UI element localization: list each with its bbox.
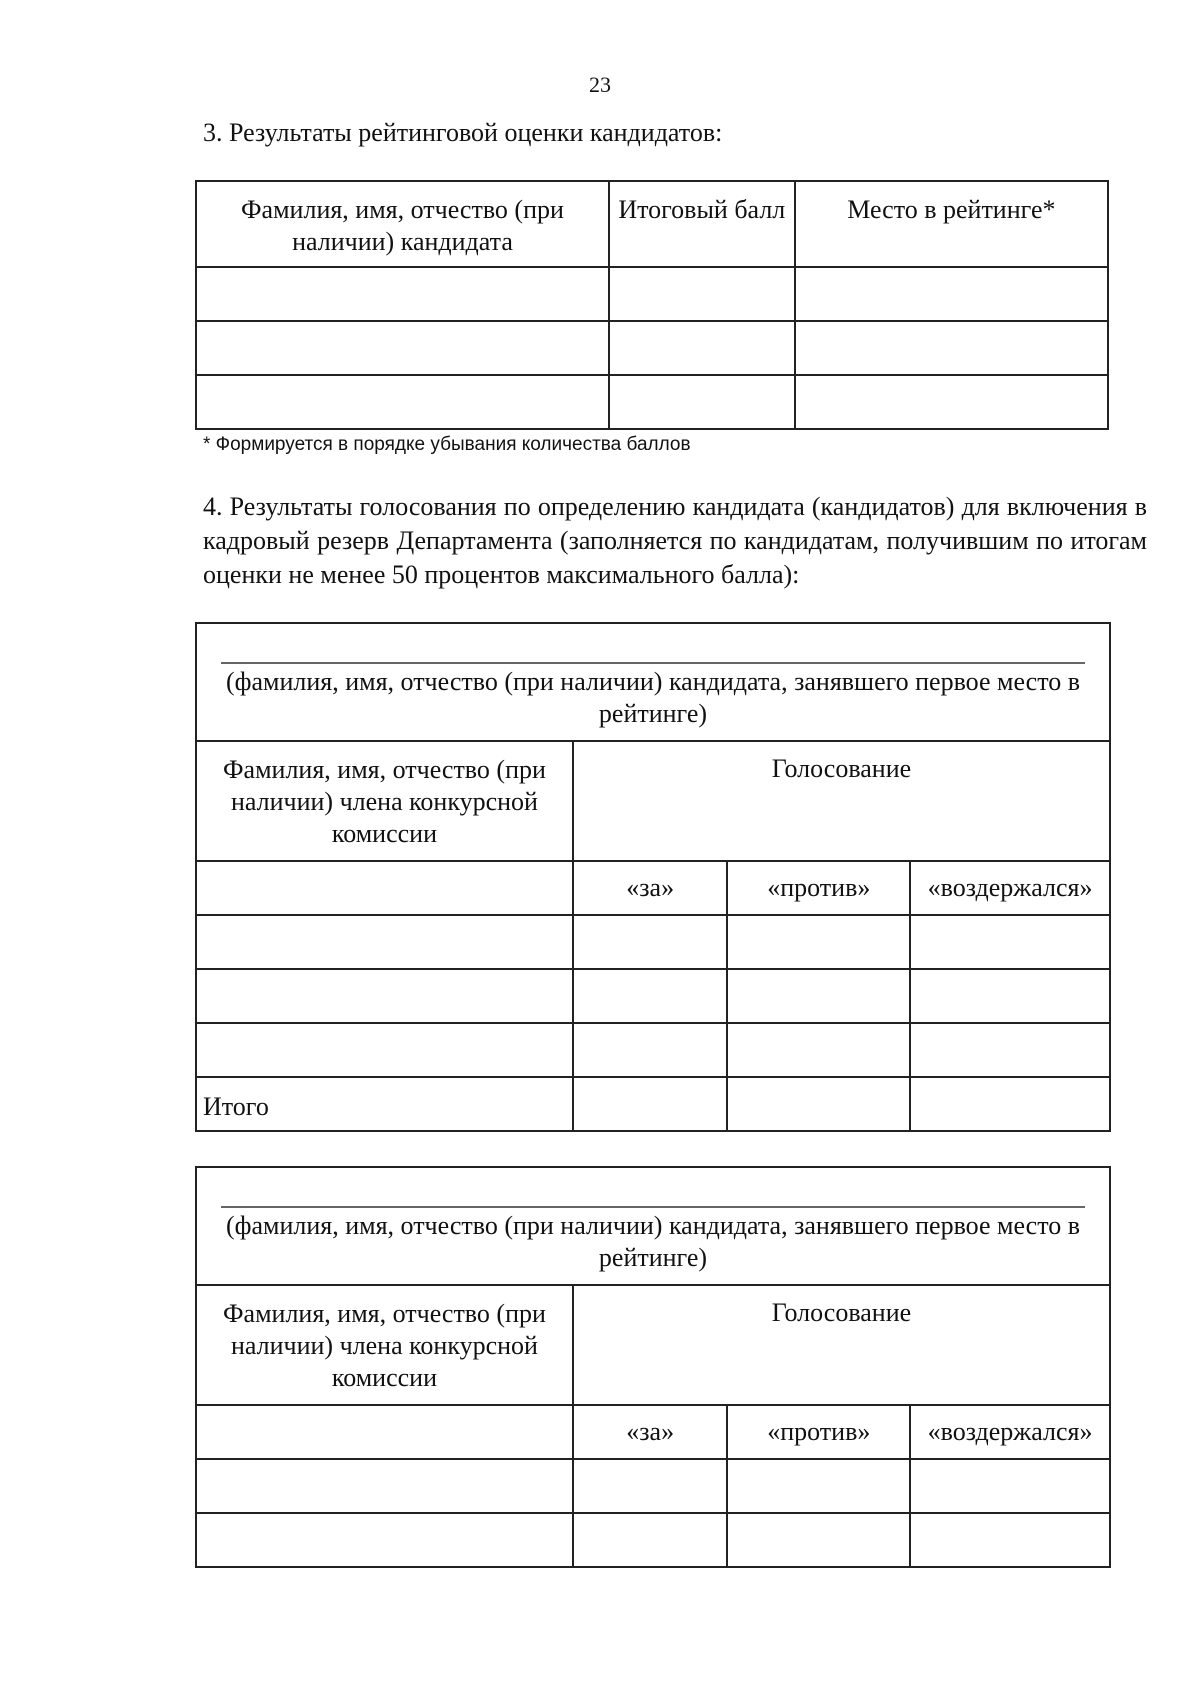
rating-place-cell[interactable] bbox=[795, 375, 1108, 429]
table-row bbox=[196, 321, 1108, 375]
member-name-cell[interactable] bbox=[196, 1023, 573, 1077]
candidate-signature-line bbox=[221, 1206, 1085, 1208]
rating-footnote: * Формируется в порядке убывания количества баллов bbox=[203, 434, 691, 455]
member-name-cell[interactable] bbox=[196, 861, 573, 915]
member-name-cell[interactable] bbox=[196, 1405, 573, 1459]
section-3-heading: 3. Результаты рейтинговой оценки кандидатов: bbox=[203, 118, 723, 147]
member-name-cell[interactable] bbox=[196, 1513, 573, 1567]
vote-option-against: «против» bbox=[727, 1405, 910, 1459]
table-row bbox=[196, 915, 1110, 969]
member-name-cell[interactable] bbox=[196, 1459, 573, 1513]
vote-abstained-cell[interactable] bbox=[910, 915, 1110, 969]
total-score-cell[interactable] bbox=[609, 375, 795, 429]
candidate-name-cell[interactable] bbox=[196, 321, 609, 375]
vote-options-row bbox=[196, 861, 1110, 915]
member-name-header: Фамилия, имя, отчество (при наличии) члена конкурсной комиссии bbox=[196, 741, 573, 861]
member-name-cell[interactable] bbox=[196, 969, 573, 1023]
header-total-score: Итоговый балл bbox=[609, 181, 795, 267]
table-row bbox=[196, 1513, 1110, 1567]
vote-for-cell[interactable] bbox=[573, 915, 728, 969]
member-name-cell[interactable] bbox=[196, 915, 573, 969]
vote-against-cell[interactable] bbox=[727, 1513, 910, 1567]
vote-for-cell[interactable] bbox=[573, 1459, 728, 1513]
member-name-header: Фамилия, имя, отчество (при наличии) члена конкурсной комиссии bbox=[196, 1285, 573, 1405]
voting-header: Голосование bbox=[573, 1285, 1110, 1405]
vote-against-cell[interactable] bbox=[727, 969, 910, 1023]
candidate-caption: (фамилия, имя, отчество (при наличии) кандидата, занявшего первое место в рейтинге) bbox=[225, 1211, 1081, 1272]
voting-header: Голосование bbox=[573, 741, 1110, 861]
rating-place-cell[interactable] bbox=[795, 321, 1108, 375]
vote-for-cell[interactable] bbox=[573, 1023, 728, 1077]
vote-abstained-cell[interactable] bbox=[910, 1023, 1110, 1077]
table-row bbox=[196, 375, 1108, 429]
table-row bbox=[196, 267, 1108, 321]
vote-option-abstained: «воздержался» bbox=[910, 861, 1110, 915]
vote-against-cell[interactable] bbox=[727, 1023, 910, 1077]
vote-option-for: «за» bbox=[573, 861, 728, 915]
candidate-caption: (фамилия, имя, отчество (при наличии) кандидата, занявшего первое место в рейтинге) bbox=[225, 667, 1081, 728]
header-candidate-name: Фамилия, имя, отчество (при наличии) кандидата bbox=[196, 181, 609, 267]
total-against-cell[interactable] bbox=[727, 1077, 910, 1131]
table-row bbox=[196, 1459, 1110, 1513]
total-score-cell[interactable] bbox=[609, 321, 795, 375]
table-row bbox=[196, 969, 1110, 1023]
total-label: Итого bbox=[196, 1077, 573, 1131]
total-row bbox=[196, 1077, 1110, 1131]
vote-option-against: «против» bbox=[727, 861, 910, 915]
candidate-signature-line bbox=[221, 662, 1085, 664]
vote-abstained-cell[interactable] bbox=[910, 1459, 1110, 1513]
vote-option-abstained: «воздержался» bbox=[910, 1405, 1110, 1459]
candidate-fill-cell[interactable] bbox=[196, 1167, 1110, 1285]
section-4-intro: 4. Результаты голосования по определению кандидата (кандидатов) для включения в кадровый резерв Департамента (заполняется по кандидатам, получившим по итогам оценки не менее 50 процентов максимального балла): bbox=[203, 492, 1147, 589]
candidate-name-cell[interactable] bbox=[196, 267, 609, 321]
vote-for-cell[interactable] bbox=[573, 1513, 728, 1567]
table-row bbox=[196, 1023, 1110, 1077]
rating-results-table bbox=[195, 180, 1109, 430]
candidate-name-cell[interactable] bbox=[196, 375, 609, 429]
voting-table-1 bbox=[195, 622, 1111, 1132]
vote-for-cell[interactable] bbox=[573, 969, 728, 1023]
rating-place-cell[interactable] bbox=[795, 267, 1108, 321]
vote-abstained-cell[interactable] bbox=[910, 969, 1110, 1023]
vote-options-row bbox=[196, 1405, 1110, 1459]
voting-table-2 bbox=[195, 1166, 1111, 1568]
total-for-cell[interactable] bbox=[573, 1077, 728, 1131]
vote-against-cell[interactable] bbox=[727, 1459, 910, 1513]
page-number: 23 bbox=[589, 72, 611, 97]
table-header-row bbox=[196, 181, 1108, 267]
candidate-fill-cell[interactable] bbox=[196, 623, 1110, 741]
vote-option-for: «за» bbox=[573, 1405, 728, 1459]
header-rating-place: Место в рейтинге* bbox=[795, 181, 1108, 267]
total-abstained-cell[interactable] bbox=[910, 1077, 1110, 1131]
vote-against-cell[interactable] bbox=[727, 915, 910, 969]
vote-abstained-cell[interactable] bbox=[910, 1513, 1110, 1567]
total-score-cell[interactable] bbox=[609, 267, 795, 321]
